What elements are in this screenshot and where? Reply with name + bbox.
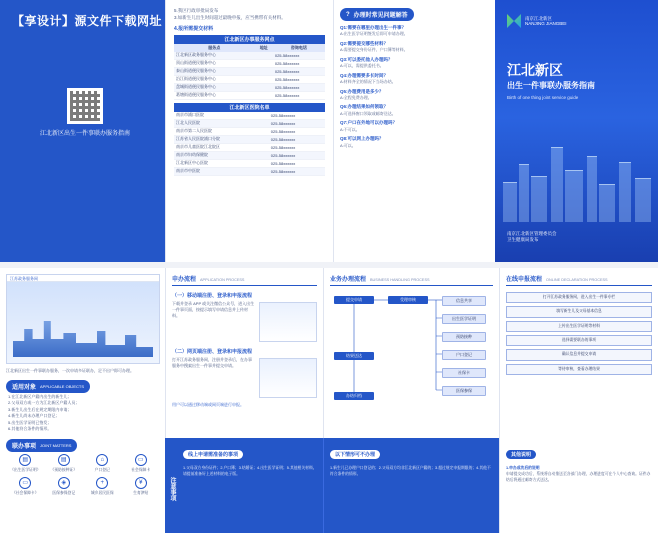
flow-node: 医保参保	[442, 386, 486, 396]
faq-question: Q7:户口在外地可以办理吗？	[340, 120, 398, 126]
list-item: 2.父母双方或一方为江北新区户籍人员；	[8, 400, 80, 406]
table-cell	[255, 91, 273, 99]
card-icon: ▭	[19, 477, 31, 489]
attention-title	[6, 439, 77, 452]
table-row	[174, 75, 325, 83]
document-icon: ▤	[19, 454, 31, 466]
table-cell	[255, 52, 273, 60]
online-title	[506, 274, 652, 286]
cover-english: Birth of one thing joint service guide	[507, 95, 579, 100]
issuer	[507, 231, 557, 245]
table-cell: 南京市浦口医院	[174, 112, 269, 120]
cases-text: 1.新生儿已办理户口登记的；2.父母双方均非江北新区户籍的；3.超过规定申报期限的；4.其他不符合条件的情形。	[330, 466, 491, 477]
other-body: 申请提交成功后，系统将自动推送至各部门办理，办理进度可在个人中心查询。证件办结后将通过邮寄方式送达。	[506, 472, 651, 483]
attention-label: 《社会保障卡》	[11, 490, 39, 495]
attention-label: 生育津贴	[133, 490, 149, 495]
brochure-inside	[0, 268, 658, 533]
faq-panel	[333, 0, 495, 262]
table-cell: 顶山街道便民服务中心	[174, 59, 255, 67]
faq-answer: A:可以。	[340, 142, 356, 148]
online-step: 确认信息并提交申请	[506, 349, 652, 360]
attention-label: 社会保障卡	[131, 468, 151, 472]
qr-code	[67, 88, 103, 124]
table-cell: 025-58xxxxxx	[273, 91, 325, 99]
table-row	[174, 151, 325, 159]
flow-node: 结果送达	[334, 352, 374, 360]
flow-node: 信息共享	[442, 296, 486, 306]
coin-icon: ¥	[135, 477, 147, 489]
objects-list	[8, 394, 158, 432]
flow-node: 办结归档	[334, 392, 374, 400]
table2-title: 江北新区医院名单	[174, 103, 325, 112]
cover-panel	[495, 0, 658, 262]
faq-question: Q6:办理结果如何领取？	[340, 104, 389, 110]
attention-label: 户口登记	[94, 468, 110, 472]
prep-text: 1.父母双方身份证件；2.户口簿；3.结婚证；4.出生医学证明；5.其他相关材料。请提前准备好上述材料的电子版。	[183, 466, 317, 477]
business-title	[330, 274, 493, 286]
table-cell	[255, 75, 273, 83]
faq-title-text: 办理时常见问题解答	[353, 13, 408, 19]
flow-node: 预防接种	[442, 332, 486, 342]
table-cell: 江苏省人民医院浦口分院	[174, 135, 269, 143]
table-row	[174, 59, 325, 67]
table-cell: 葛塘街道便民服务中心	[174, 91, 255, 99]
table-cell: 南京市妇幼保健院	[174, 151, 269, 159]
hospital-table	[174, 103, 325, 176]
website-bar: 江苏政务服务网	[7, 275, 159, 282]
faq-question: Q5:办理费用是多少？	[340, 88, 384, 94]
faq-answer: A:可以，需提供委托书。	[340, 63, 384, 69]
table-row	[174, 119, 325, 127]
online-step: 上传出生医学证明等材料	[506, 321, 652, 332]
flow-node: 社保卡	[442, 368, 486, 378]
business-flowchart	[330, 292, 493, 432]
back-panel	[0, 0, 165, 262]
faq-answer: A:可选择窗口领取或邮寄送达。	[340, 110, 396, 116]
apply-title: 4.报所需提交材料	[174, 25, 214, 32]
table-row	[174, 167, 325, 175]
objects-title-en: APPLICABLE OBJECTS	[40, 384, 85, 389]
other-subtitle: 1.申办成功后的说明	[506, 466, 540, 470]
objects-title-text: 适用对象	[12, 385, 37, 391]
faq-item	[340, 136, 489, 148]
flow-node: 受理审核	[388, 296, 428, 304]
table-cell: 025-58xxxxxx	[269, 151, 325, 159]
section-header: 5.我区行政审批局发布	[174, 8, 219, 13]
table-row	[174, 159, 325, 167]
faq-question: Q3:可以委托他人办理吗？	[340, 56, 393, 62]
document-icon: ▤	[58, 454, 70, 466]
attention-item	[47, 454, 82, 473]
faq-item	[340, 89, 489, 101]
logo-text	[525, 16, 567, 27]
attention-item	[47, 477, 82, 496]
online-step: 等待审核，查看办理结果	[506, 364, 652, 375]
website-screenshot	[6, 274, 160, 364]
apply-title	[172, 274, 317, 286]
table-cell: 025-58xxxxxx	[269, 159, 325, 167]
logo-text-line: NANJING JIANGBEI	[525, 21, 567, 26]
table-cell: 南京市第二人民医院	[174, 127, 269, 135]
table-cell: 025-58xxxxxx	[269, 143, 325, 151]
prep-title: 线上申请需准备的事项	[183, 450, 243, 459]
attention-label: 《出生医学证明》	[10, 468, 41, 472]
faq-title	[340, 8, 414, 21]
apply-panel	[165, 268, 323, 438]
table-row	[174, 127, 325, 135]
info-panel	[165, 0, 333, 262]
list-item: 3.新生儿出生后在规定期限内申请；	[8, 406, 72, 412]
faq-item	[340, 57, 489, 69]
table-row	[174, 112, 325, 120]
qr-caption: 江北新区出生一件事联办服务指南	[39, 131, 130, 137]
faq-answer: A:全程免费办理。	[340, 94, 372, 100]
attention-item	[124, 454, 159, 473]
faq-item	[340, 73, 489, 85]
attention-item	[8, 477, 43, 496]
business-title-en: BUSINESS HANDLING PROCESS	[370, 278, 430, 282]
faq-question: Q4:办理需要多长时间？	[340, 72, 389, 78]
business-title-text: 业务办理流程	[330, 277, 367, 283]
table-cell: 025-58xxxxxx	[269, 135, 325, 143]
online-steps	[506, 292, 652, 375]
shield-icon: ◈	[58, 477, 70, 489]
attention-label: 城乡居民医保	[90, 490, 114, 495]
online-panel	[499, 268, 658, 438]
list-item: 4.新生儿尚未办理户口登记；	[8, 413, 60, 419]
table-row	[174, 143, 325, 151]
step1-title: （一）移动端注册、登录和申报流程	[172, 293, 253, 299]
flow-connectors	[330, 292, 494, 432]
online-title-text: 在线申报流程	[506, 277, 543, 283]
online-step: 选择需要联办的事项	[506, 335, 652, 346]
table-cell: 盘城街道便民服务中心	[174, 83, 255, 91]
service-points-table	[174, 35, 325, 100]
prep-panel	[177, 438, 323, 533]
cover-subtitle: 出生一件事联办服务指南	[507, 81, 595, 90]
objects-panel	[0, 268, 165, 533]
faq-question: Q8:可以网上办理吗？	[340, 136, 384, 142]
cases-panel	[323, 438, 499, 533]
question-icon: ?	[346, 11, 350, 18]
flow-node: 户口登记	[442, 350, 486, 360]
other-panel	[499, 438, 658, 533]
home-icon: ⌂	[96, 454, 108, 466]
table-row	[174, 135, 325, 143]
business-panel	[323, 268, 499, 438]
table-cell: 沿江街道便民服务中心	[174, 75, 255, 83]
step1-text: 下载并登录 APP 或关注微信公众号，进入出生一件事页面，按提示填写申请信息并上传材料。	[172, 301, 255, 318]
table-row	[174, 91, 325, 99]
attention-label: 医保参保登记	[52, 490, 76, 495]
skyline-illustration	[495, 132, 658, 222]
card-icon: ▭	[135, 454, 147, 466]
cover-title: 江北新区	[507, 62, 563, 78]
logo-icon	[507, 14, 521, 28]
step2-text: 打开江苏政务服务网，注册并登录后，在办事服务中搜索出生一件事并提交申请。	[172, 357, 252, 368]
list-item: 6.其他符合条件的情形。	[8, 425, 52, 431]
table-cell: 025-58xxxxxx	[273, 75, 325, 83]
brand-title: 【享设计】源文件下载网址	[12, 14, 163, 28]
table-cell	[255, 59, 273, 67]
web-screenshot	[259, 358, 317, 398]
faq-answer: A:出生医学证明签发后即可申请办理。	[340, 31, 408, 37]
apply-note: 用户可以通过移动端或网页端进行申报。	[172, 402, 244, 407]
online-title-en: ONLINE DECLARATION PROCESS	[546, 278, 608, 282]
logo-text-line: 南京江北新区	[525, 15, 552, 21]
step2-title: （二）网页端注册、登录和申报流程	[172, 349, 253, 355]
table-cell: 江北人民医院	[174, 119, 269, 127]
table-row	[174, 52, 325, 60]
table-cell: 泰山街道便民服务中心	[174, 67, 255, 75]
attention-grid	[8, 454, 158, 496]
table-cell	[255, 67, 273, 75]
table-row	[174, 83, 325, 91]
table-cell: 025-58xxxxxx	[273, 59, 325, 67]
cases-title: 以下情形可不办理	[330, 450, 380, 459]
screenshot-caption: 江北新区出生一件事联办服务，一次申请多证联办，足不出户即可办理。	[6, 368, 134, 373]
logo	[507, 14, 567, 28]
issuer-line: 卫生健康局发布	[507, 237, 539, 243]
table-cell: 江北新区中心医院	[174, 159, 269, 167]
faq-answer: A:需要提交身份证件、户口簿等材料。	[340, 47, 408, 53]
flow-node: 出生医学证明	[442, 314, 486, 324]
mobile-screenshot	[259, 302, 317, 342]
attention-item	[124, 477, 159, 496]
issuer-line: 南京江北新区管理委员会	[507, 230, 557, 236]
attention-item	[85, 477, 120, 496]
objects-title	[6, 380, 90, 393]
attention-title-en: JOINT MATTERS	[40, 443, 72, 448]
apply-title-text: 申办流程	[172, 277, 197, 283]
faq-answer: A:不可以。	[340, 126, 360, 132]
faq-answer: A:材料齐全的情况下当场办结。	[340, 78, 396, 84]
attention-item	[85, 454, 120, 473]
table-cell: 025-58xxxxxx	[269, 127, 325, 135]
plus-icon: +	[96, 477, 108, 489]
step1-row	[172, 299, 317, 342]
city-image	[13, 317, 153, 357]
faq-item	[340, 25, 489, 37]
other-title: 其他说明	[506, 450, 536, 459]
faq-item	[340, 41, 489, 53]
table-cell: 025-58xxxxxx	[269, 112, 325, 120]
other-text	[506, 465, 652, 483]
faq-question: Q2:需要提交哪些材料？	[340, 40, 389, 46]
online-step: 填写新生儿及父母基本信息	[506, 306, 652, 317]
attention-item	[8, 454, 43, 473]
faq-item	[340, 120, 489, 132]
brochure-outside	[0, 0, 658, 262]
faq-item	[340, 104, 489, 116]
list-item: 1.在江北新区户籍内出生的新生儿；	[8, 394, 72, 399]
table-cell: 025-58xxxxxx	[273, 52, 325, 60]
apply-title-en: APPLICATION PROCESS	[200, 278, 245, 282]
notes-vertical-tab: 注意事项	[165, 438, 177, 533]
table1-header: 地址	[255, 44, 273, 52]
table-cell: 025-58xxxxxx	[269, 167, 325, 175]
table-cell: 025-58xxxxxx	[273, 83, 325, 91]
table-cell: 025-58xxxxxx	[273, 67, 325, 75]
table-cell: 025-58xxxxxx	[269, 119, 325, 127]
attention-label: 《预防接种证》	[50, 468, 78, 472]
attention-title-text: 联办事项	[12, 444, 37, 450]
table1-title: 江北新区办事服务网点	[174, 35, 325, 44]
table-cell: 南京市儿童医院江北院区	[174, 143, 269, 151]
faq-question: Q1:需要在哪里办理出生一件事？	[340, 25, 407, 30]
flow-node: 提交申请	[334, 296, 374, 304]
table-cell	[255, 83, 273, 91]
online-step: 打开江苏政务服务网，进入出生一件事专栏	[506, 292, 652, 303]
table-row	[174, 67, 325, 75]
step2-row	[172, 355, 317, 398]
notes-intro: 3.如新生儿出生时间超过最晚申报，应当携带有关材料。	[174, 14, 286, 20]
table-cell: 江北新区政务服务中心	[174, 52, 255, 60]
list-item: 5.出生医学证明已签发；	[8, 419, 52, 425]
table1-header: 咨询电话	[273, 44, 325, 52]
table1-header: 服务点	[174, 44, 255, 52]
table-cell: 南京市中医院	[174, 167, 269, 175]
